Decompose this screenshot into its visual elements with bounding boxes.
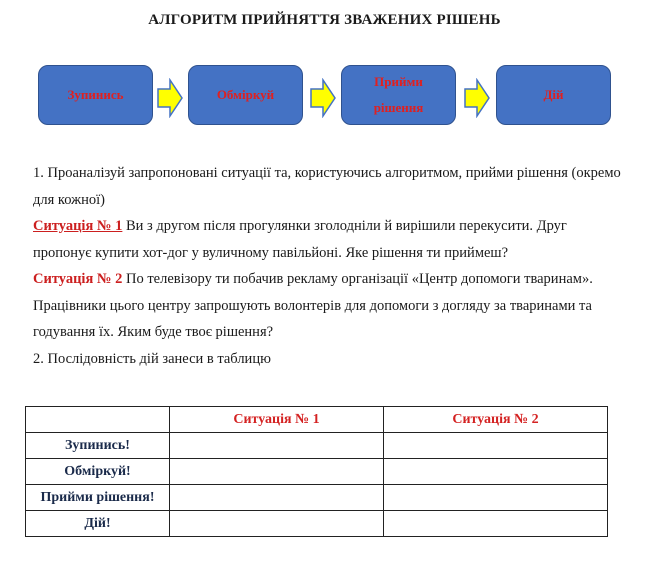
task-1-number: 1. bbox=[33, 165, 44, 181]
arrow-right-icon bbox=[310, 78, 336, 118]
situation-2 bbox=[33, 266, 623, 346]
step-think bbox=[188, 65, 303, 125]
cell-act-situation-1[interactable] bbox=[170, 511, 384, 537]
cell-think-situation-2[interactable] bbox=[384, 459, 608, 485]
table-header-empty bbox=[26, 407, 170, 433]
step-think-label: Обміркуй bbox=[216, 87, 275, 102]
cell-act-situation-2[interactable] bbox=[384, 511, 608, 537]
step-act-label: Дій bbox=[543, 87, 564, 102]
table-row bbox=[26, 485, 608, 511]
arrow-right-icon bbox=[464, 78, 490, 118]
situation-1-label: Ситуація № 1 bbox=[33, 218, 123, 234]
answer-table bbox=[25, 406, 608, 537]
step-decide-label: Прийми рішення bbox=[373, 74, 424, 115]
task-2 bbox=[33, 346, 623, 373]
row-label-decide: Прийми рішення! bbox=[26, 485, 170, 511]
step-stop bbox=[38, 65, 153, 125]
step-decide bbox=[341, 65, 456, 125]
table-row bbox=[26, 459, 608, 485]
page-title: АЛГОРИТМ ПРИЙНЯТТЯ ЗВАЖЕНИХ РІШЕНЬ bbox=[148, 12, 501, 28]
task-2-number: 2. bbox=[33, 351, 44, 367]
situation-2-text: По телевізору ти побачив рекламу організації «Центр допомоги тваринам». Працівники цього центру запрошують волонтерів для допомоги з догляду за тваринами та годування їх. Яким буде твоє рішення? bbox=[33, 271, 593, 340]
row-label-stop: Зупинись! bbox=[26, 433, 170, 459]
step-act bbox=[496, 65, 611, 125]
step-stop-label: Зупинись bbox=[67, 87, 124, 102]
cell-decide-situation-2[interactable] bbox=[384, 485, 608, 511]
table-header-row bbox=[26, 407, 608, 433]
table-row bbox=[26, 511, 608, 537]
situation-1 bbox=[33, 213, 623, 266]
row-label-act: Дій! bbox=[26, 511, 170, 537]
situation-1-text: Ви з другом після прогулянки зголодніли й вирішили перекусити. Друг пропонує купити хот-дог у вуличному павільйоні. Яке рішення ти приймеш? bbox=[33, 218, 567, 261]
cell-stop-situation-2[interactable] bbox=[384, 433, 608, 459]
task-1-text: Проаналізуй запропоновані ситуації та, користуючись алгоритмом, прийми рішення (окремо для кожної) bbox=[33, 165, 621, 208]
arrow-right-icon bbox=[157, 78, 183, 118]
situation-2-label: Ситуація № 2 bbox=[33, 271, 123, 287]
cell-think-situation-1[interactable] bbox=[170, 459, 384, 485]
task-1 bbox=[33, 160, 623, 213]
cell-stop-situation-1[interactable] bbox=[170, 433, 384, 459]
row-label-think: Обміркуй! bbox=[26, 459, 170, 485]
table-row bbox=[26, 433, 608, 459]
cell-decide-situation-1[interactable] bbox=[170, 485, 384, 511]
table-header-situation-1: Ситуація № 1 bbox=[170, 407, 384, 433]
task-2-text: Послідовність дій занеси в таблицю bbox=[47, 351, 271, 367]
table-header-situation-2: Ситуація № 2 bbox=[384, 407, 608, 433]
